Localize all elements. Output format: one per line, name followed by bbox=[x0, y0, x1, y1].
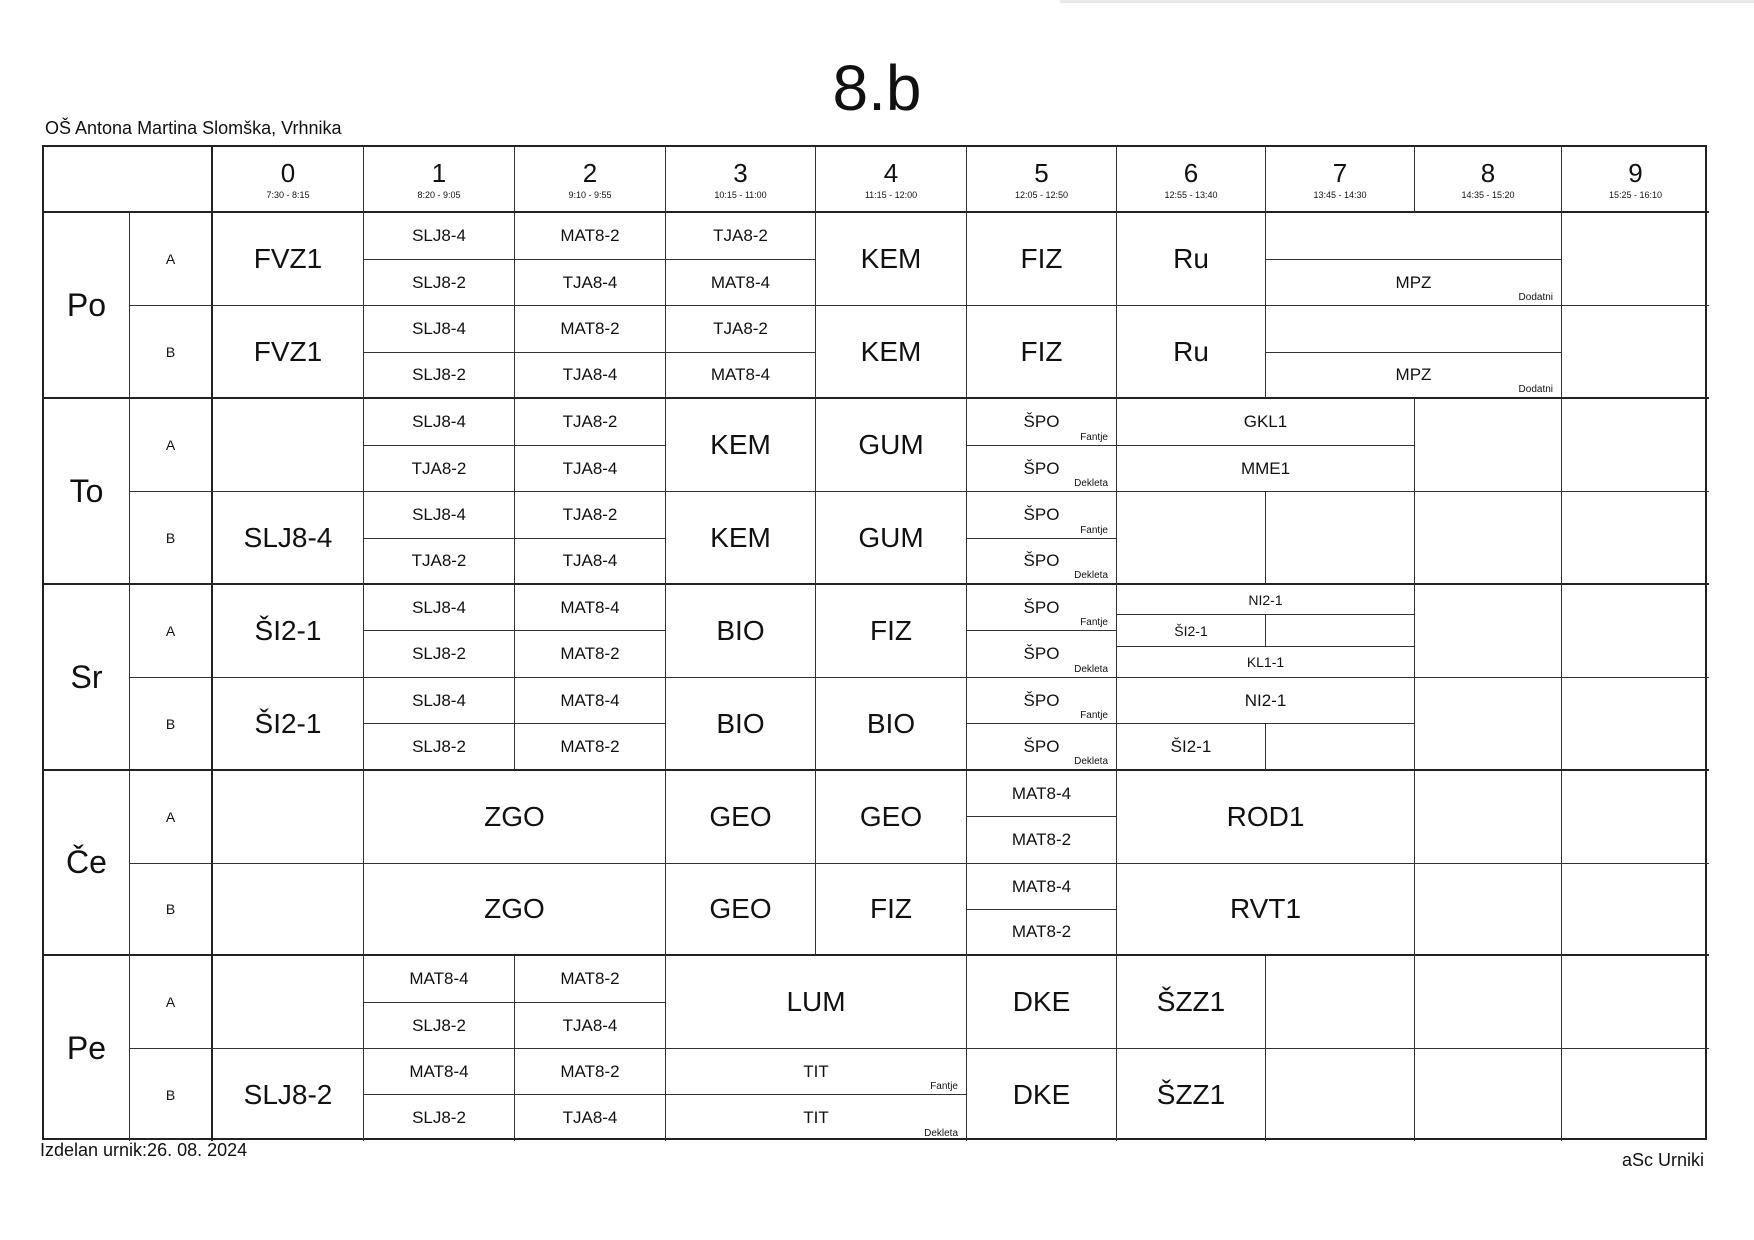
lesson-cell: RVT1 bbox=[1117, 864, 1415, 956]
lesson-cell: SLJ8-4 bbox=[364, 492, 515, 539]
software-credit: aSc Urniki bbox=[1621, 1150, 1704, 1170]
empty-cell bbox=[1117, 492, 1266, 585]
lesson-cell: SLJ8-4 bbox=[364, 678, 515, 724]
lesson-cell: GEO bbox=[666, 864, 816, 956]
lesson-note: Fantje bbox=[1080, 432, 1108, 443]
empty-cell bbox=[1415, 1049, 1562, 1141]
corner-cell bbox=[44, 147, 213, 213]
period-time: 12:05 - 12:50 bbox=[1014, 190, 1069, 200]
lesson-label: TIT bbox=[803, 1108, 829, 1127]
period-number: 4 bbox=[883, 158, 899, 188]
school-name: OŠ Antona Martina Slomška, Vrhnika bbox=[45, 118, 342, 138]
lesson-note: Fantje bbox=[1080, 710, 1108, 721]
timetable-grid bbox=[42, 145, 1707, 1140]
empty-cell bbox=[1266, 724, 1415, 771]
lesson-cell bbox=[967, 539, 1117, 585]
lesson-cell: SLJ8-4 bbox=[364, 585, 515, 631]
lesson-cell: MAT8-2 bbox=[967, 817, 1117, 864]
lesson-cell: MAT8-4 bbox=[364, 1049, 515, 1095]
day-label-to: To bbox=[44, 399, 130, 585]
lesson-label: ŠPO bbox=[1023, 690, 1060, 710]
group-label-b: B bbox=[130, 492, 213, 585]
lesson-cell: SLJ8-2 bbox=[364, 260, 515, 306]
empty-cell bbox=[1266, 956, 1415, 1049]
lesson-cell bbox=[1266, 260, 1562, 306]
lesson-note: Dekleta bbox=[1074, 478, 1108, 489]
period-header-4 bbox=[816, 147, 967, 213]
lesson-cell: FIZ bbox=[816, 864, 967, 956]
lesson-cell: GKL1 bbox=[1117, 399, 1415, 446]
lesson-cell bbox=[967, 492, 1117, 539]
group-label-a: A bbox=[130, 399, 213, 492]
empty-cell bbox=[1415, 864, 1562, 956]
lesson-cell: TJA8-4 bbox=[515, 446, 666, 492]
empty-cell bbox=[1562, 585, 1709, 678]
lesson-cell bbox=[967, 585, 1117, 631]
lesson-cell: SLJ8-4 bbox=[364, 399, 515, 446]
lesson-label: ŠPO bbox=[1023, 458, 1060, 478]
period-time: 12:55 - 13:40 bbox=[1164, 190, 1218, 200]
empty-cell bbox=[1415, 771, 1562, 864]
period-number: 1 bbox=[431, 158, 447, 188]
lesson-note: Dekleta bbox=[1074, 756, 1108, 767]
empty-cell bbox=[1415, 678, 1562, 771]
lesson-cell: MAT8-2 bbox=[515, 956, 666, 1003]
group-label-a: A bbox=[130, 585, 213, 678]
lesson-cell: FIZ bbox=[967, 306, 1117, 399]
period-header-8 bbox=[1415, 147, 1562, 213]
lesson-cell bbox=[967, 724, 1117, 771]
lesson-cell: MAT8-2 bbox=[515, 306, 666, 353]
lesson-cell: FIZ bbox=[816, 585, 967, 678]
period-number: 3 bbox=[733, 158, 748, 188]
day-label-po: Po bbox=[44, 213, 130, 399]
lesson-cell: ŠI2-1 bbox=[213, 585, 364, 678]
group-label-b: B bbox=[130, 1049, 213, 1141]
empty-cell bbox=[1266, 1049, 1415, 1141]
lesson-cell: FVZ1 bbox=[213, 306, 364, 399]
lesson-cell: ZGO bbox=[364, 771, 666, 864]
period-number: 9 bbox=[1628, 158, 1643, 188]
lesson-cell: SLJ8-2 bbox=[213, 1049, 364, 1141]
lesson-label: TIT bbox=[803, 1061, 829, 1081]
day-label-ce: Če bbox=[44, 771, 130, 956]
lesson-cell: MAT8-4 bbox=[666, 260, 816, 306]
empty-cell bbox=[1415, 956, 1562, 1049]
group-label-a: A bbox=[130, 771, 213, 864]
empty-cell bbox=[1562, 492, 1709, 585]
lesson-cell: TJA8-4 bbox=[515, 260, 666, 306]
lesson-cell: MAT8-4 bbox=[364, 956, 515, 1003]
period-number: 8 bbox=[1480, 158, 1496, 188]
lesson-cell bbox=[666, 1095, 967, 1141]
empty-cell bbox=[213, 771, 364, 864]
empty-cell bbox=[1562, 306, 1709, 399]
lesson-cell: MME1 bbox=[1117, 446, 1415, 492]
lesson-cell bbox=[967, 399, 1117, 446]
lesson-cell: FIZ bbox=[967, 213, 1117, 306]
period-header-6 bbox=[1117, 147, 1266, 213]
period-time: 11:15 - 12:00 bbox=[864, 190, 918, 200]
split-cell-group bbox=[1117, 585, 1415, 678]
lesson-cell: GEO bbox=[816, 771, 967, 864]
empty-cell bbox=[1266, 213, 1562, 260]
group-label-b: B bbox=[130, 678, 213, 771]
lesson-cell: SLJ8-4 bbox=[364, 213, 515, 260]
period-header-9 bbox=[1562, 147, 1709, 213]
lesson-label: ŠPO bbox=[1023, 597, 1060, 617]
lesson-cell: BIO bbox=[666, 585, 816, 678]
period-header-2 bbox=[515, 147, 666, 213]
lesson-note: Dodatni bbox=[1518, 292, 1553, 303]
lesson-cell: KEM bbox=[816, 306, 967, 399]
empty-cell bbox=[1266, 615, 1415, 647]
lesson-label: ŠPO bbox=[1023, 412, 1060, 431]
period-number: 6 bbox=[1183, 158, 1199, 188]
empty-cell bbox=[1415, 585, 1562, 678]
lesson-cell: ŠI2-1 bbox=[213, 678, 364, 771]
lesson-note: Dekleta bbox=[1074, 570, 1108, 581]
lesson-cell: MAT8-2 bbox=[515, 724, 666, 771]
period-number: 0 bbox=[280, 158, 296, 188]
empty-cell bbox=[213, 399, 364, 492]
day-label-sr: Sr bbox=[44, 585, 130, 771]
period-number: 5 bbox=[1034, 158, 1049, 188]
lesson-cell: ŠI2-1 bbox=[1117, 724, 1266, 771]
lesson-label: ŠPO bbox=[1023, 644, 1060, 663]
empty-cell bbox=[1562, 678, 1709, 771]
lesson-cell: NI2-1 bbox=[1117, 678, 1415, 724]
lesson-cell: MAT8-2 bbox=[515, 631, 666, 678]
lesson-note: Fantje bbox=[1080, 525, 1108, 536]
empty-cell bbox=[1266, 492, 1415, 585]
lesson-cell: KEM bbox=[666, 399, 816, 492]
lesson-note: Dodatni bbox=[1518, 384, 1553, 395]
lesson-cell: MAT8-2 bbox=[515, 1049, 666, 1095]
lesson-label: MPZ bbox=[1395, 272, 1432, 292]
empty-cell bbox=[1562, 1049, 1709, 1141]
lesson-cell: GUM bbox=[816, 492, 967, 585]
lesson-cell: ROD1 bbox=[1117, 771, 1415, 864]
empty-cell bbox=[1415, 492, 1562, 585]
empty-cell bbox=[1562, 213, 1709, 306]
lesson-cell: MAT8-2 bbox=[967, 910, 1117, 956]
period-header-5 bbox=[967, 147, 1117, 213]
group-label-a: A bbox=[130, 213, 213, 306]
lesson-label: ŠPO bbox=[1023, 505, 1060, 524]
lesson-cell: SLJ8-4 bbox=[364, 306, 515, 353]
lesson-cell: TJA8-2 bbox=[666, 213, 816, 260]
lesson-cell: ŠI2-1 bbox=[1117, 615, 1266, 647]
lesson-cell: BIO bbox=[816, 678, 967, 771]
lesson-note: Dekleta bbox=[924, 1128, 958, 1139]
lesson-cell bbox=[967, 678, 1117, 724]
empty-cell bbox=[1562, 864, 1709, 956]
lesson-note: Dekleta bbox=[1074, 664, 1108, 675]
period-header-0 bbox=[213, 147, 364, 213]
lesson-cell: TJA8-4 bbox=[515, 1095, 666, 1141]
lesson-cell: SLJ8-2 bbox=[364, 1095, 515, 1141]
period-number: 2 bbox=[582, 158, 598, 188]
lesson-cell: ZGO bbox=[364, 864, 666, 956]
lesson-cell: TJA8-2 bbox=[515, 492, 666, 539]
empty-cell bbox=[1562, 956, 1709, 1049]
lesson-cell bbox=[967, 446, 1117, 492]
lesson-label: ŠPO bbox=[1023, 551, 1060, 570]
period-time: 10:15 - 11:00 bbox=[714, 190, 767, 200]
lesson-label: ŠPO bbox=[1023, 736, 1060, 756]
class-title: 8.b bbox=[832, 52, 922, 124]
lesson-cell: DKE bbox=[967, 1049, 1117, 1141]
lesson-cell: SLJ8-4 bbox=[213, 492, 364, 585]
period-header-1 bbox=[364, 147, 515, 213]
lesson-note: Fantje bbox=[930, 1081, 958, 1092]
lesson-cell: TJA8-4 bbox=[515, 539, 666, 585]
day-label-pe: Pe bbox=[44, 956, 130, 1141]
lesson-cell: SLJ8-2 bbox=[364, 631, 515, 678]
empty-cell bbox=[1562, 399, 1709, 492]
lesson-cell: MAT8-4 bbox=[666, 353, 816, 399]
lesson-cell: LUM bbox=[666, 956, 967, 1049]
lesson-cell: MAT8-4 bbox=[515, 585, 666, 631]
period-number: 7 bbox=[1332, 158, 1348, 188]
lesson-cell: MAT8-2 bbox=[515, 213, 666, 260]
lesson-cell: TJA8-2 bbox=[515, 399, 666, 446]
lesson-cell: BIO bbox=[666, 678, 816, 771]
lesson-cell: KEM bbox=[666, 492, 816, 585]
group-label-b: B bbox=[130, 864, 213, 956]
period-time: 15:25 - 16:10 bbox=[1608, 190, 1663, 200]
lesson-cell: MAT8-4 bbox=[967, 864, 1117, 910]
lesson-cell: FVZ1 bbox=[213, 213, 364, 306]
lesson-cell bbox=[967, 631, 1117, 678]
period-time: 14:35 - 15:20 bbox=[1461, 190, 1515, 200]
empty-cell bbox=[1266, 306, 1562, 353]
scan-edge-line bbox=[1060, 0, 1754, 3]
lesson-cell: NI2-1 bbox=[1117, 585, 1415, 615]
lesson-cell: GEO bbox=[666, 771, 816, 864]
period-header-7 bbox=[1266, 147, 1415, 213]
period-time: 13:45 - 14:30 bbox=[1313, 190, 1367, 200]
period-time: 7:30 - 8:15 bbox=[266, 190, 310, 200]
lesson-cell: SLJ8-2 bbox=[364, 1003, 515, 1049]
lesson-cell: TJA8-4 bbox=[515, 353, 666, 399]
lesson-cell: GUM bbox=[816, 399, 967, 492]
lesson-cell: MAT8-4 bbox=[515, 678, 666, 724]
empty-cell bbox=[213, 956, 364, 1049]
lesson-cell: ŠZZ1 bbox=[1117, 956, 1266, 1049]
lesson-cell: KEM bbox=[816, 213, 967, 306]
group-label-a: A bbox=[130, 956, 213, 1049]
lesson-cell: SLJ8-2 bbox=[364, 724, 515, 771]
lesson-cell: TJA8-2 bbox=[666, 306, 816, 353]
lesson-cell: DKE bbox=[967, 956, 1117, 1049]
period-time: 9:10 - 9:55 bbox=[568, 190, 612, 200]
empty-cell bbox=[213, 864, 364, 956]
empty-cell bbox=[1415, 399, 1562, 492]
lesson-cell: KL1-1 bbox=[1117, 647, 1415, 678]
period-header-3 bbox=[666, 147, 816, 213]
lesson-cell: SLJ8-2 bbox=[364, 353, 515, 399]
lesson-cell: TJA8-4 bbox=[515, 1003, 666, 1049]
lesson-cell: MAT8-4 bbox=[967, 771, 1117, 817]
lesson-cell bbox=[666, 1049, 967, 1095]
created-date: Izdelan urnik:26. 08. 2024 bbox=[40, 1140, 248, 1160]
lesson-cell: Ru bbox=[1117, 213, 1266, 306]
empty-cell bbox=[1562, 771, 1709, 864]
lesson-note: Fantje bbox=[1080, 617, 1108, 628]
lesson-cell: TJA8-2 bbox=[364, 539, 515, 585]
lesson-cell: ŠZZ1 bbox=[1117, 1049, 1266, 1141]
lesson-cell bbox=[1266, 353, 1562, 399]
lesson-cell: TJA8-2 bbox=[364, 446, 515, 492]
group-label-b: B bbox=[130, 306, 213, 399]
lesson-cell: Ru bbox=[1117, 306, 1266, 399]
lesson-label: MPZ bbox=[1395, 365, 1432, 384]
period-time: 8:20 - 9:05 bbox=[417, 190, 461, 200]
